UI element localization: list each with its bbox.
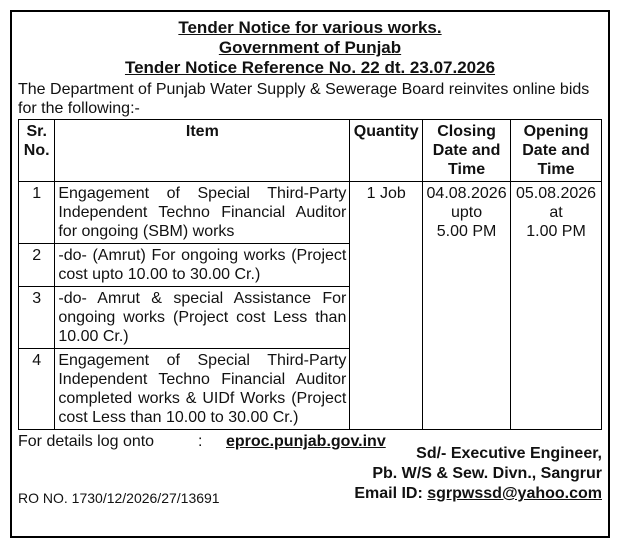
intro-paragraph: The Department of Punjab Water Supply & Sewerage Board reinvites online bids for the following:- <box>18 81 590 117</box>
details-label: For details log onto <box>18 433 155 450</box>
closing-upto: upto <box>450 204 483 221</box>
row-item: -do- Amrut & special Assistance For ongoing works (Project cost Less than 10.00 Cr.) <box>55 287 350 349</box>
tender-table <box>18 119 602 430</box>
details-colon: : <box>198 433 203 450</box>
row-sr: 4 <box>19 349 55 430</box>
division-line: Pb. W/S & Sew. Divn., Sangrur <box>372 465 602 482</box>
eproc-link[interactable]: eproc.punjab.gov.inv <box>226 433 386 450</box>
table-row <box>19 182 602 244</box>
header-item: Item <box>55 120 350 182</box>
closing-date: 04.08.2026 <box>426 185 507 202</box>
email-label: Email ID: <box>354 485 423 502</box>
row-item: Engagement of Special Third-Party Independent Techno Financial Auditor for ongoing (SBM) works <box>55 182 350 244</box>
table-header-row <box>19 120 602 182</box>
email-link[interactable]: sgrpwssd@yahoo.com <box>427 485 602 502</box>
signatory-line: Sd/- Executive Engineer, <box>416 445 602 462</box>
opening-time: 1.00 PM <box>526 223 586 240</box>
row-sr: 2 <box>19 244 55 287</box>
reference-heading: Tender Notice Reference No. 22 dt. 23.07.2026 <box>124 58 496 77</box>
government-heading: Government of Punjab <box>218 38 402 57</box>
opening-cell <box>511 182 602 430</box>
notice-footer <box>18 432 602 506</box>
quantity-value: 1 Job <box>366 185 406 202</box>
header-quantity: Quantity <box>350 120 423 182</box>
row-item: Engagement of Special Third-Party Independent Techno Financial Auditor completed works & UIDf Works (Project cost Less than 10.00 to 30.00 Cr.) <box>55 349 350 430</box>
row-sr: 3 <box>19 287 55 349</box>
closing-time: 5.00 PM <box>436 223 497 240</box>
header-opening: Opening Date and Time <box>511 120 602 182</box>
header-closing: Closing Date and Time <box>423 120 511 182</box>
opening-at: at <box>549 204 563 221</box>
row-sr: 1 <box>19 182 55 244</box>
signature-block <box>354 444 602 504</box>
ro-number: RO NO. 1730/12/2026/27/13691 <box>18 490 220 506</box>
notice-title: Tender Notice for various works. <box>178 18 442 37</box>
closing-cell <box>423 182 511 430</box>
opening-date: 05.08.2026 <box>515 185 597 202</box>
header-sr-no: Sr. No. <box>19 120 55 182</box>
email-line <box>354 484 602 504</box>
tender-notice <box>10 10 610 538</box>
row-item: -do- (Amrut) For ongoing works (Project cost upto 10.00 to 30.00 Cr.) <box>55 244 350 287</box>
quantity-cell <box>350 182 423 430</box>
